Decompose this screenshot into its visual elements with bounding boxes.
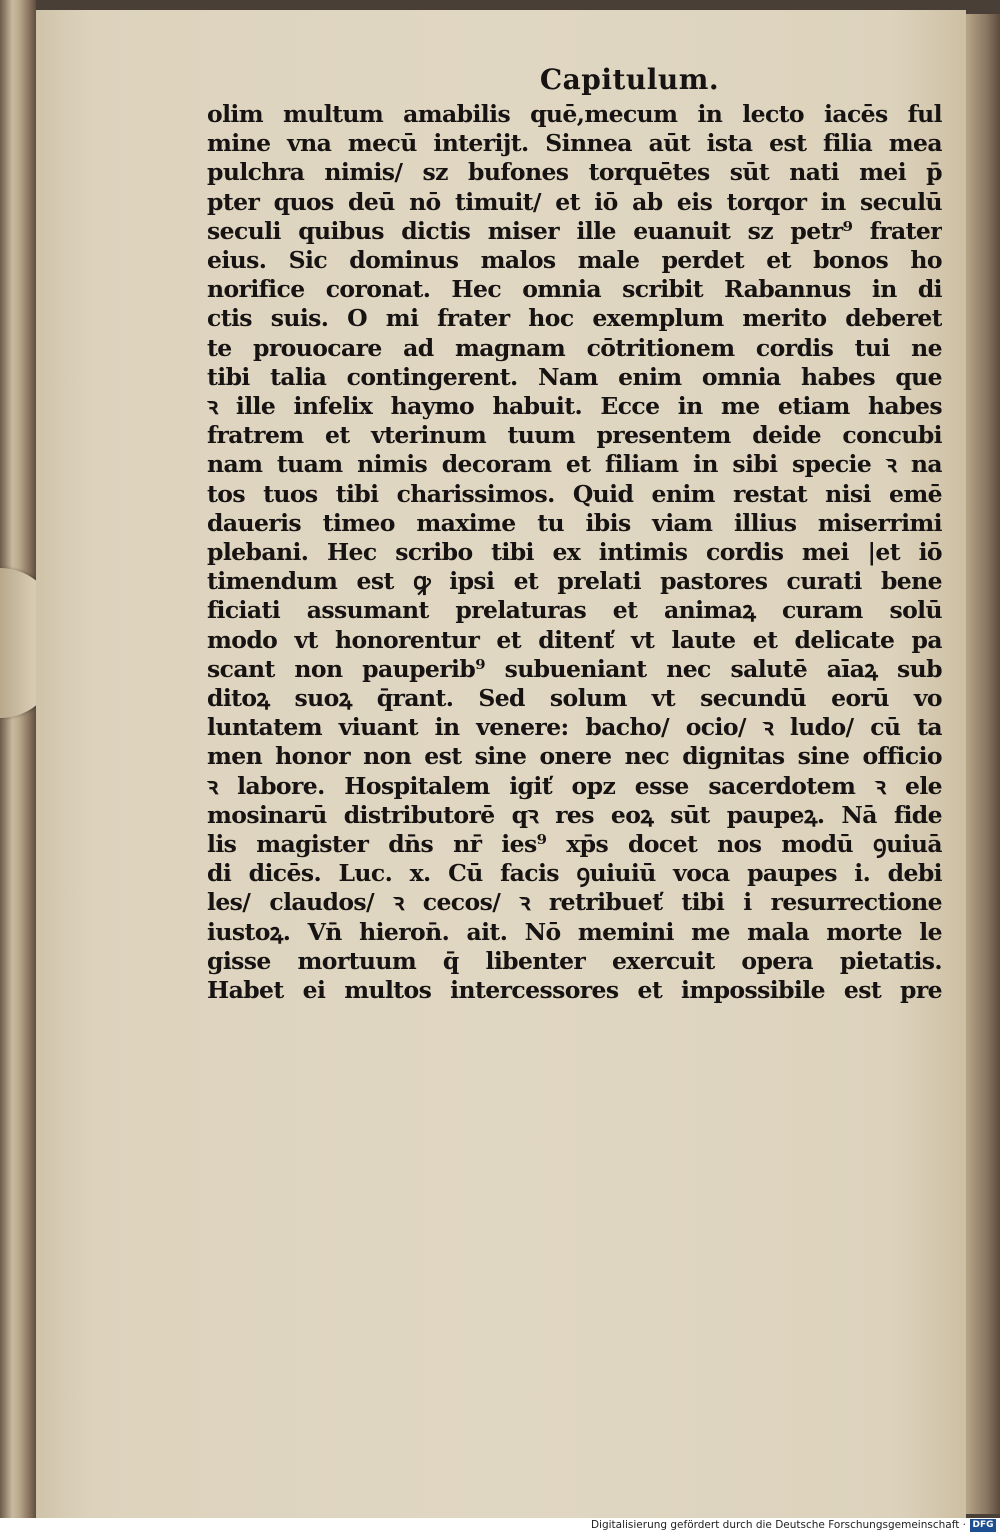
- text-line: modo vt honorentur et ditenť vt laute et delicate pa: [207, 625, 942, 654]
- text-line: eius. Sic dominus malos male perdet et bonos ho: [207, 246, 942, 275]
- text-line: luntatem viuant in venere: bacho/ ocio/ ꝛ ludo/ cū ta: [207, 713, 942, 742]
- text-line: mosinarū distributorē qꝛ res eoꝝ sūt paupeꝝ. Nā fide: [207, 800, 942, 829]
- text-line: tibi talia contingerent. Nam enim omnia habes que: [207, 362, 942, 391]
- text-line: olim multum amabilis quē,mecum in lecto iacēs ful: [207, 100, 942, 128]
- text-line: ctis suis. O mi frater hoc exemplum merito deberet: [207, 304, 942, 333]
- text-line: gisse mortuum q̄ libenter exercuit opera pietatis.: [207, 946, 942, 975]
- book-binding: [0, 0, 36, 1534]
- page-text-block: [207, 60, 942, 1005]
- text-line: di dicēs. Luc. x. Cū facis ꝯuiuiū voca paupes i. debi: [207, 859, 942, 888]
- text-line: ditoꝝ suoꝝ q̄rant. Sed solum vt secundū eorū vo: [207, 684, 942, 713]
- page-edge: [966, 14, 1000, 1514]
- text-line: daueris timeo maxime tu ibis viam illius miserrimi: [207, 508, 942, 537]
- text-line: iustoꝝ. Vn̄ hieron̄. ait. Nō memini me mala morte le: [207, 917, 942, 946]
- text-line: timendum est ꝙ ipsi et prelati pastores curati bene: [207, 567, 942, 596]
- text-line: ficiati assumant prelaturas et animaꝝ curam solū: [207, 596, 942, 625]
- text-line: men honor non est sine onere nec dignitas sine officio: [207, 742, 942, 771]
- text-line: te prouocare ad magnam cōtritionem cordis tui ne: [207, 333, 942, 362]
- page-heading: Capitulum.: [539, 63, 720, 96]
- text-line: pulchra nimis/ sz bufones torquētes sūt nati mei p̄: [207, 158, 942, 187]
- text-line: fratrem et vterinum tuum presentem deide concubi: [207, 421, 942, 450]
- text-line: scant non pauperib⁹ subueniant nec salutē aīaꝝ sub: [207, 654, 942, 683]
- text-line: nam tuam nimis decoram et filiam in sibi specie ꝛ na: [207, 450, 942, 479]
- text-line: plebani. Hec scribo tibi ex intimis cordis mei |et iō: [207, 538, 942, 567]
- footer-credit: Digitalisierung gefördert durch die Deutsche Forschungsgemeinschaft ·: [590, 1519, 966, 1531]
- text-line: pter quos deū nō timuit/ et iō ab eis torqor in seculū: [207, 187, 942, 216]
- dfg-logo: DFG: [970, 1519, 996, 1532]
- text-line: les/ claudos/ ꝛ cecos/ ꝛ retribueť tibi i resurrectione: [207, 888, 942, 917]
- text-line: norifice coronat. Hec omnia scribit Rabannus in di: [207, 275, 942, 304]
- text-line: ꝛ labore. Hospitalem igiť opz esse sacerdotem ꝛ ele: [207, 771, 942, 800]
- text-lines: [207, 100, 942, 1005]
- text-line: lis magister dn̄s nr̄ ies⁹ xp̄s docet nos modū ꝯuiuā: [207, 830, 942, 859]
- text-line: mine vna mecū interijt. Sinnea aūt ista est filia mea: [207, 129, 942, 158]
- text-line: tos tuos tibi charissimos. Quid enim restat nisi emē: [207, 479, 942, 508]
- text-line: ꝛ ille infelix haymo habuit. Ecce in me etiam habes: [207, 392, 942, 421]
- text-line: seculi quibus dictis miser ille euanuit sz petr⁹ frater: [207, 216, 942, 245]
- text-line: Habet ei multos intercessores et impossibile est pre: [207, 976, 942, 1005]
